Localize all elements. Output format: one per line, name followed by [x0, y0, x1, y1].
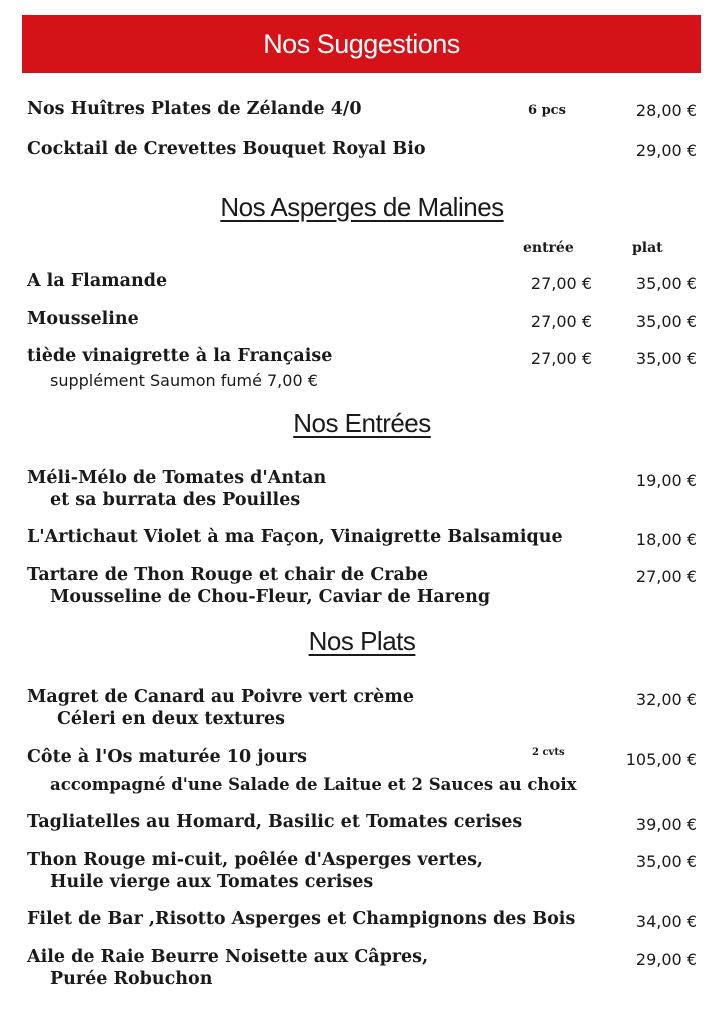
banner-title: Nos Suggestions — [263, 28, 460, 59]
dish-price-meli-melo: 19,00 € — [635, 471, 697, 490]
dish-price-raie: 29,00 € — [635, 950, 697, 969]
section-title-entrees: Nos Entrées — [293, 408, 431, 438]
dish-price-plat-mousseline: 35,00 € — [635, 312, 697, 331]
dish-sub-magret: Céleri en deux textures — [57, 709, 286, 729]
dish-price-bar: 34,00 € — [635, 912, 697, 931]
dish-sub-vinaigrette: supplément Saumon fumé 7,00 € — [50, 371, 318, 390]
dish-sub-thon: Huile vierge aux Tomates cerises — [50, 872, 374, 892]
column-header-plat: plat — [632, 240, 663, 256]
dish-sub-tartare: Mousseline de Chou-Fleur, Caviar de Hareng — [50, 587, 491, 607]
dish-price-huitres: 28,00 € — [635, 101, 697, 120]
dish-price-entree-vinaigrette: 27,00 € — [530, 349, 592, 368]
dish-name-thon: Thon Rouge mi-cuit, poêlée d'Asperges vertes, — [27, 850, 484, 870]
dish-name-mousseline: Mousseline — [27, 309, 139, 329]
dish-sub-meli-melo: et sa burrata des Pouilles — [50, 490, 301, 510]
dish-name-meli-melo: Méli-Mélo de Tomates d'Antan — [27, 468, 327, 488]
dish-name-tagliatelles: Tagliatelles au Homard, Basilic et Tomates cerises — [27, 812, 523, 832]
dish-qty-huitres: 6 pcs — [528, 103, 566, 118]
dish-price-tagliatelles: 39,00 € — [635, 815, 697, 834]
dish-name-cocktail: Cocktail de Crevettes Bouquet Royal Bio — [27, 139, 426, 159]
dish-name-magret: Magret de Canard au Poivre vert crème — [27, 687, 414, 707]
dish-price-plat-flamande: 35,00 € — [635, 274, 697, 293]
dish-name-huitres: Nos Huîtres Plates de Zélande 4/0 — [27, 99, 362, 119]
dish-name-bar: Filet de Bar ,Risotto Asperges et Champignons des Bois — [27, 909, 576, 929]
dish-price-thon: 35,00 € — [635, 852, 697, 871]
dish-price-cocktail: 29,00 € — [635, 141, 697, 160]
dish-sub-cote: accompagné d'une Salade de Laitue et 2 Sauces au choix — [50, 775, 577, 794]
section-title-plats: Nos Plats — [308, 626, 416, 656]
dish-name-artichaut: L'Artichaut Violet à ma Façon, Vinaigrette Balsamique — [27, 527, 563, 547]
dish-price-magret: 32,00 € — [635, 690, 697, 709]
dish-name-vinaigrette: tiède vinaigrette à la Française — [27, 346, 333, 366]
dish-price-entree-mousseline: 27,00 € — [530, 312, 592, 331]
dish-price-plat-vinaigrette: 35,00 € — [635, 349, 697, 368]
dish-qty-cote: 2 cvts — [532, 747, 565, 758]
suggestions-banner — [22, 15, 701, 73]
column-header-entree: entrée — [523, 240, 574, 256]
dish-sub-raie: Purée Robuchon — [50, 969, 213, 989]
dish-price-entree-flamande: 27,00 € — [530, 274, 592, 293]
dish-price-tartare: 27,00 € — [635, 567, 697, 586]
dish-price-cote: 105,00 € — [625, 750, 697, 769]
dish-price-artichaut: 18,00 € — [635, 530, 697, 549]
dish-name-raie: Aile de Raie Beurre Noisette aux Câpres, — [27, 947, 429, 967]
dish-name-flamande: A la Flamande — [27, 271, 168, 291]
section-title-asperges: Nos Asperges de Malines — [220, 192, 504, 222]
dish-name-tartare: Tartare de Thon Rouge et chair de Crabe — [27, 565, 429, 585]
dish-name-cote: Côte à l'Os maturée 10 jours — [27, 747, 308, 767]
